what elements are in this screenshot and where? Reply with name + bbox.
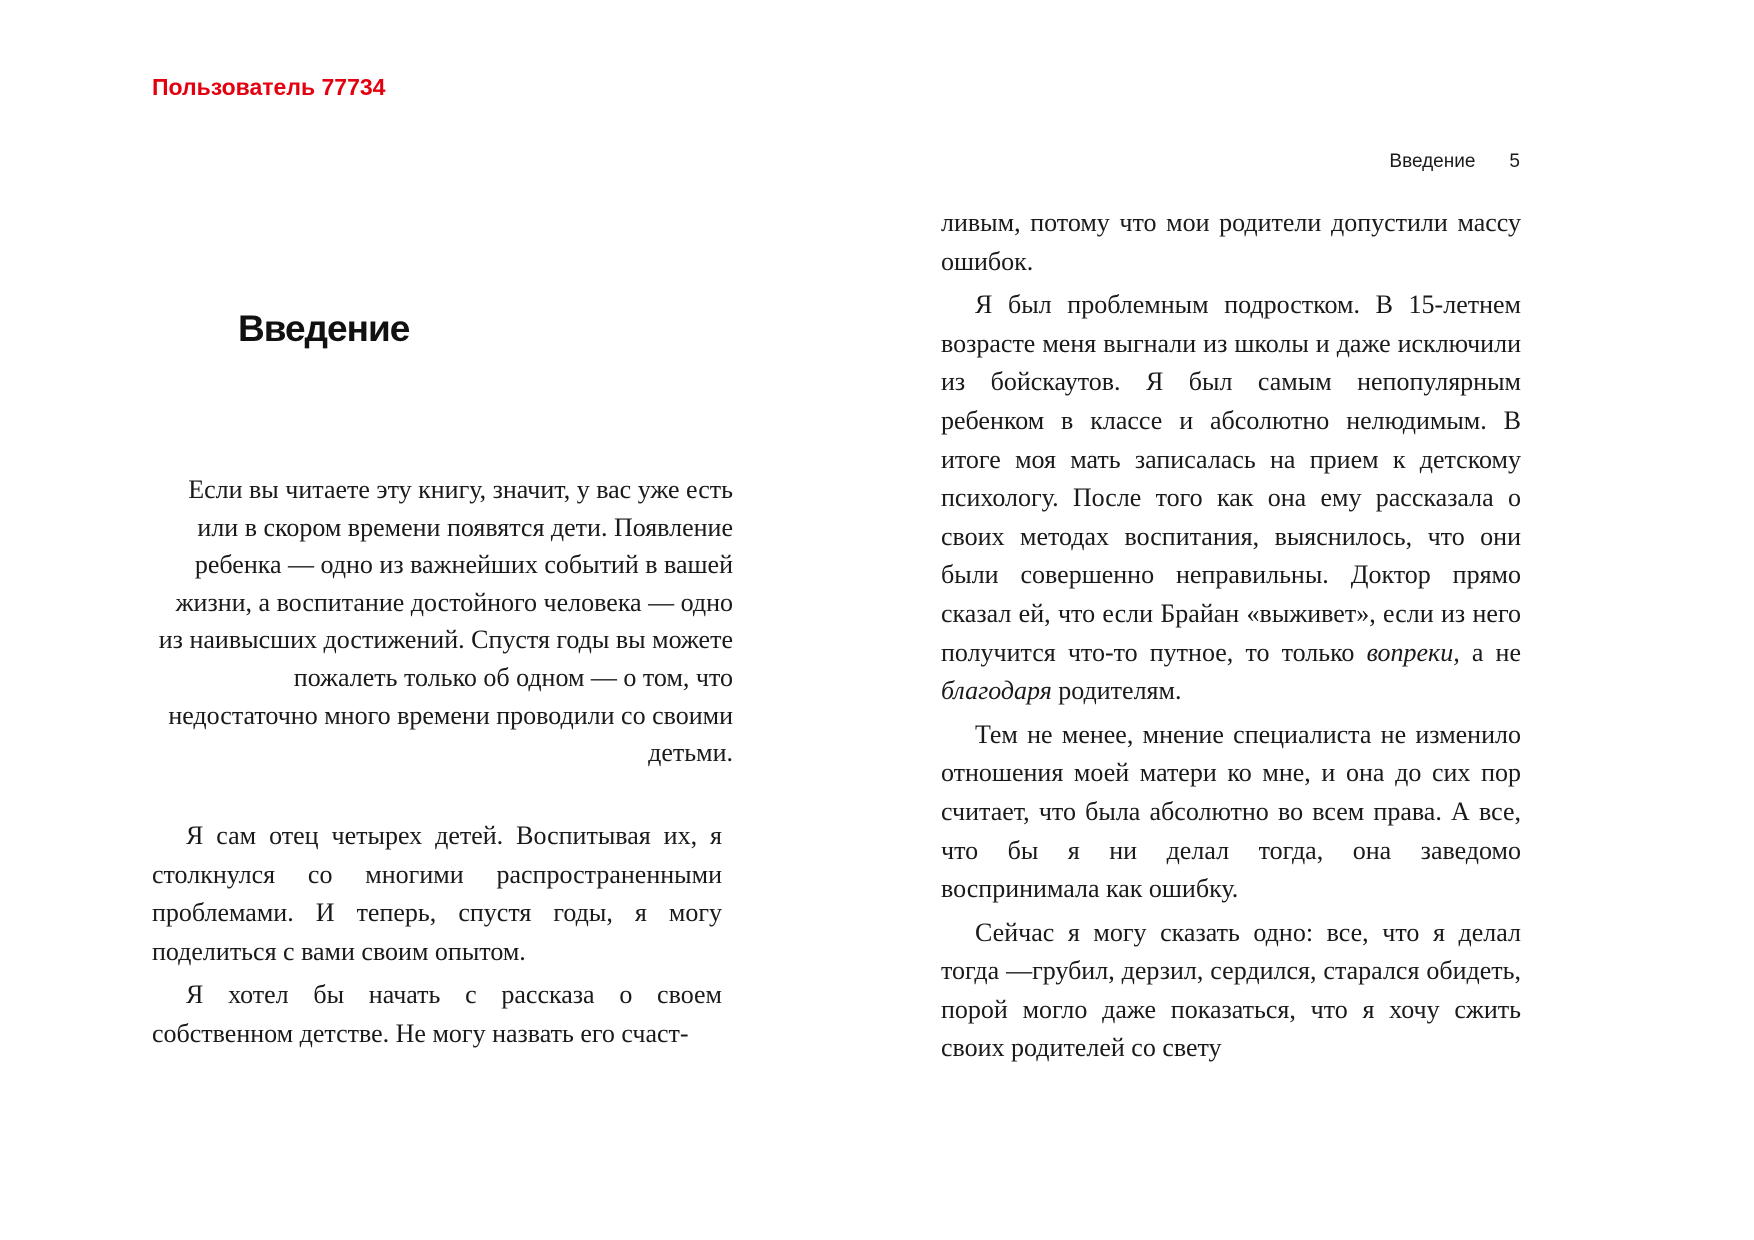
paragraph: Я хотел бы начать с рассказа о своем собственном детстве. Не могу назвать его счаст- [152,980,722,1048]
user-watermark: Пользователь 77734 [152,74,386,100]
paragraph-continued: ливым, потому что мои родители допустили массу ошибок. [941,208,1521,276]
text-run: Я был проблемным подростком. В 15-летнем возрасте меня выгнали из школы и даже исключили из бойскаутов. Я был самым непопулярным ребенком в классе и абсолютно нелюдимым. В итоге моя мать записалась на прием к детскому психологу. После того как она ему рассказала о своих методах воспитания, выяснилось, что они были совершенно неправильны. Доктор прямо сказал ей, что если Брайан «выживет», если из него получится что-то путное, то только [941,290,1521,667]
paragraph: Я сам отец четырех детей. Воспитывая их, я столкнулся со многими распространенными проблемами. И теперь, спустя годы, я могу поделиться с вами своим опытом. [152,821,722,966]
paragraph: Тем не менее, мнение специалиста не изменило отношения моей матери ко мне, и она до сих пор считает, что была абсолютно во всем права. А все, что бы я ни делал тогда, она заведомо воспринимала как ошибку. [941,719,1521,904]
running-head [1300,151,1520,173]
paragraph: Сейчас я могу сказать одно: все, что я делал тогда —грубил, дерзил, сердился, старался обидеть, порой могло даже показаться, что я хочу сжить своих родителей со свету [941,917,1521,1063]
running-head-section: Введение [1389,151,1476,172]
left-page-body [152,817,722,1054]
chapter-title: Введение [238,308,410,349]
text-run: а не [1471,637,1521,667]
page-number: 5 [1509,151,1520,172]
emphasis: вопреки, [1366,637,1460,667]
epigraph: Если вы читаете эту книгу, значит, у вас уже есть или в скором времени появятся дети. Появление ребенка — одно из важнейших событий в вашей жизни, а воспитание достойного человека — одно из наивысших достижений. Спустя годы вы можете пожалеть только об одном — о том, что недостаточно много времени проводили со своими детьми. [158,475,733,768]
text-run: родителям. [1058,676,1182,706]
emphasis: благодаря [941,676,1052,706]
right-page-body [941,204,1521,1068]
paragraph [941,286,1521,711]
